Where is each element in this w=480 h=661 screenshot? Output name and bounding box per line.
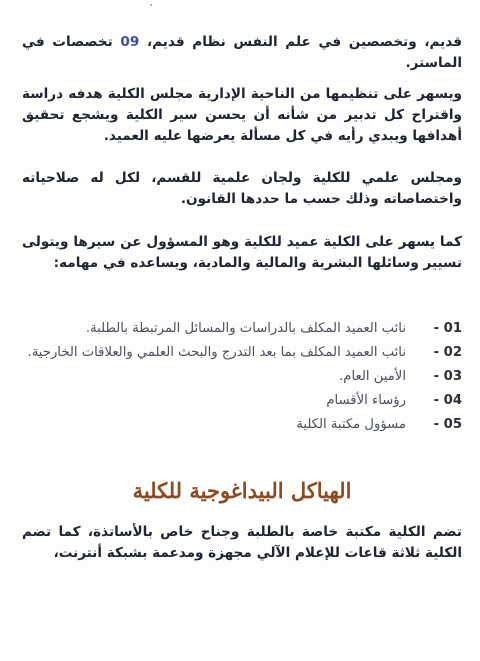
list-item-text: نائب العميد المكلف بالدراسات والمسائل المرتبطة بالطلبة. — [85, 321, 406, 336]
list-item — [22, 318, 462, 340]
list-item-number: 05 - — [433, 417, 462, 432]
list-item — [22, 414, 462, 436]
specialties-text-before: قديم، وتخصصين في علم النفس نظام قديم، — [139, 34, 462, 50]
list-item — [22, 390, 462, 412]
list-item-text: نائب العميد المكلف بما بعد التدرج والبحث العلمي والعلاقات الخارجية. — [27, 345, 406, 360]
list-item-number: 04 - — [433, 393, 462, 408]
list-item-text: مسؤول مكتبة الكلية — [296, 417, 406, 432]
list-item-number: 02 - — [433, 345, 462, 360]
specialties-count: 09 — [120, 34, 140, 50]
section-heading: الهياكل البيداغوجية للكلية — [132, 478, 352, 503]
paragraph-specialties — [22, 32, 462, 74]
paragraph-scientific-council: ومجلس علمي للكلية ولجان علمية للقسم، لكل له صلاحياته واختصاصاته وذلك حسب ما حددها القانون. — [22, 170, 462, 207]
assistants-list — [22, 318, 462, 436]
list-item-text: رؤساء الأقسام — [326, 393, 406, 408]
paragraph-pedagogical-structures: تضم الكلية مكتبة خاصة بالطلبة وجناح خاص بالأساتذة، كما تضم الكلية ثلاثة قاعات للإعلام الآلي مجهزة ومدعمة بشبكة أنترنت، — [22, 524, 462, 561]
scan-speck — [150, 4, 152, 6]
paragraph-dean: كما يسهر على الكلية عميد للكلية وهو المسؤول عن سيرها ويتولى تسيير وسائلها البشرية والمالية والمادية، ويساعده في مهامه: — [22, 234, 462, 271]
specialties-text-after: تخصصات في الماستر. — [22, 34, 462, 71]
list-item-number: 03 - — [433, 369, 462, 384]
list-item-number: 01 - — [433, 321, 462, 336]
list-item — [22, 342, 462, 364]
list-item — [22, 366, 462, 388]
list-item-text: الأمين العام. — [339, 369, 406, 384]
paragraph-faculty-council: ويسهر على تنظيمها من الناحية الإدارية مجلس الكلية هدفه دراسة واقتراح كل تدبير من شأنه أن يحسن سير الكلية ويشجع تحقيق أهدافها ويبدي رأيه في كل مسألة يعرضها عليه العميد. — [22, 86, 462, 144]
